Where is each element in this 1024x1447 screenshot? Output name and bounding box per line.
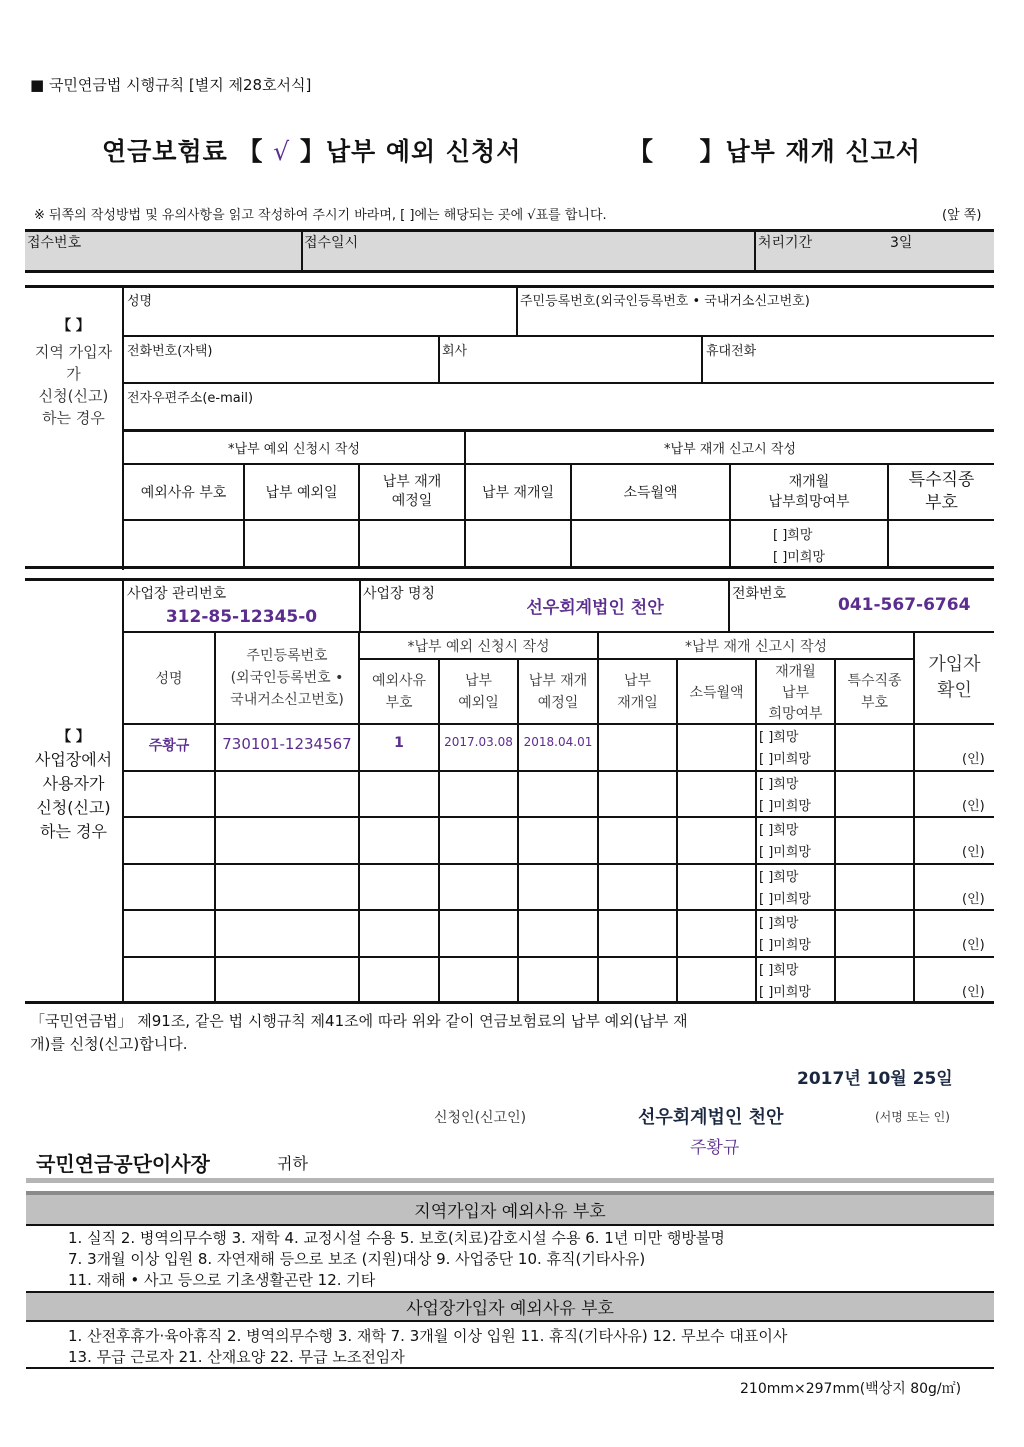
wp-col-exception-date: 납부 예외일: [458, 672, 499, 711]
email-label: 전자우편주소(e-mail): [127, 391, 254, 406]
company-phone-field[interactable]: [440, 358, 701, 382]
cell-rrn[interactable]: [216, 818, 358, 862]
receipt-bar: [25, 229, 994, 272]
processing-period-label: 처리기간: [758, 235, 813, 251]
workplace-side-label-4: 하는 경우: [40, 821, 107, 841]
page-side-label: (앞 쪽): [942, 208, 982, 223]
declaration-line-1: 「국민연금법」 제91조, 같은 법 시행규칙 제41조에 따라 위와 같이 연금보험료의 납부 예외(납부 재: [30, 1012, 688, 1030]
cell-special[interactable]: [836, 772, 913, 816]
cell-reason[interactable]: [360, 865, 438, 909]
cell-exc-date[interactable]: [440, 865, 517, 909]
workplace-name-label: 사업장 명칭: [363, 586, 436, 602]
cell-name[interactable]: [124, 865, 214, 909]
cell-reason[interactable]: 1: [394, 735, 404, 751]
cell-income[interactable]: [678, 818, 755, 862]
cell-income[interactable]: [678, 772, 755, 816]
hope-option[interactable]: [ ]희망: [759, 777, 799, 792]
bracket-open[interactable]: 【: [628, 137, 655, 166]
cell-special[interactable]: [836, 818, 913, 862]
regional-special-field[interactable]: [889, 521, 994, 566]
regional-checkbox[interactable]: 【 】: [57, 318, 90, 334]
hope-option[interactable]: [ ]희망: [759, 963, 799, 978]
cell-income[interactable]: [678, 865, 755, 909]
cell-plan-date[interactable]: [519, 958, 597, 1002]
applicant-name[interactable]: 주황규: [690, 1138, 740, 1158]
workplace-side-label-3: 신청(신고): [36, 797, 111, 817]
divider: [26, 1178, 994, 1183]
regional-side-label-2: 가: [66, 364, 81, 383]
receipt-datetime-label: 접수일시: [304, 235, 359, 251]
cell-reason[interactable]: [360, 958, 438, 1002]
hope-option[interactable]: [ ]희망: [759, 823, 799, 838]
applicant-label: 신청인(신고인): [434, 1110, 527, 1126]
wp-col-payment-hope: 재개월 납부 희망여부: [768, 664, 823, 722]
signature-label: (서명 또는 인): [875, 1110, 950, 1124]
cell-special[interactable]: [836, 865, 913, 909]
cell-exc-date[interactable]: [440, 772, 517, 816]
title-exception-text: 납부 예외 신청서: [325, 137, 522, 166]
cell-resume-date[interactable]: [599, 911, 676, 955]
cell-exc-date[interactable]: [440, 911, 517, 955]
cell-plan-date[interactable]: [519, 865, 597, 909]
bracket-close: 】: [299, 137, 326, 166]
workplace-phone-value[interactable]: 041-567-6764: [838, 595, 971, 615]
mobile-phone-field[interactable]: [703, 358, 994, 382]
wp-resume-group-header: *납부 재개 신고시 작성: [684, 638, 828, 655]
form-title-exception: [102, 132, 521, 168]
cell-plan-date[interactable]: [519, 772, 597, 816]
regional-rrn-label: 주민등록번호(외국인등록번호 • 국내거소신고번호): [520, 294, 810, 309]
hope-option[interactable]: [ ]희망: [759, 730, 799, 745]
regional-side-label-4: 하는 경우: [42, 408, 105, 427]
cell-exc-date[interactable]: 2017.03.08: [444, 735, 513, 749]
workplace-codes-line-1: 1. 산전후휴가·육아휴직 2. 병역의무수행 3. 재학 7. 3개월 이상 입원 11. 휴직(기타사유) 12. 무보수 대표이사: [68, 1327, 788, 1345]
regional-reason-code-field[interactable]: [124, 521, 243, 566]
form-title-resume: [628, 132, 921, 168]
cell-rrn[interactable]: 730101-1234567: [222, 735, 352, 753]
home-phone-label: 전화번호(자택): [127, 344, 213, 359]
workplace-codes-line-2: 13. 무급 근로자 21. 산재요양 22. 무급 노조전임자: [68, 1348, 405, 1366]
mobile-phone-label: 휴대전화: [706, 344, 757, 359]
no-hope-option[interactable]: [ ]미희망: [759, 892, 811, 907]
regional-codes-line-1: 1. 실직 2. 병역의무수행 3. 재학 4. 교정시설 수용 5. 보호(치료)감호시설 수용 6. 1년 미만 행방불명: [68, 1229, 725, 1247]
seal-field[interactable]: (인): [962, 845, 985, 860]
regional-resume-group-header: *납부 재개 신고시 작성: [664, 442, 796, 457]
cell-plan-date[interactable]: 2018.04.01: [523, 735, 593, 749]
workplace-name-value[interactable]: 선우회계법인 천안: [526, 597, 664, 618]
title-resume-text: 납부 재개 신고서: [725, 137, 921, 166]
cell-resume-date[interactable]: [599, 772, 676, 816]
cell-reason[interactable]: [360, 818, 438, 862]
processing-period-value: 3일: [890, 235, 913, 251]
wp-col-income: 소득월액: [689, 684, 744, 701]
seal-field[interactable]: (인): [962, 938, 985, 953]
regional-name-label: 성명: [127, 294, 153, 309]
regional-exception-date-field[interactable]: [245, 521, 358, 566]
bracket-open: 【: [237, 137, 264, 166]
workplace-side-label-1: 사업장에서: [34, 749, 113, 769]
mgmt-number-value[interactable]: 312-85-12345-0: [165, 607, 318, 627]
cell-resume-date[interactable]: [599, 818, 676, 862]
cell-special[interactable]: [836, 958, 913, 1002]
workplace-checkbox[interactable]: 【 】: [57, 729, 90, 745]
no-hope-option[interactable]: [ ]미희망: [759, 752, 811, 767]
col-resume-date: 납부 재개일: [481, 485, 555, 501]
cell-plan-date[interactable]: [519, 911, 597, 955]
cell-income[interactable]: [678, 958, 755, 1002]
home-phone-field[interactable]: [124, 358, 438, 382]
cell-exc-date[interactable]: [440, 958, 517, 1002]
wp-col-member-confirm: 가입자 확인: [928, 654, 981, 701]
regional-side-label-1: 지역 가입자: [34, 342, 113, 361]
regional-income-field[interactable]: [572, 521, 729, 566]
cell-name[interactable]: [124, 818, 214, 862]
paper-size-note: 210mm×297mm(백상지 80g/㎡): [740, 1381, 962, 1397]
wp-col-resume-date: 납부 재개일: [617, 672, 658, 711]
cell-resume-date[interactable]: [599, 958, 676, 1002]
wp-col-name: 성명: [155, 671, 183, 687]
recipient-suffix: 귀하: [277, 1154, 308, 1173]
regional-rrn-field[interactable]: [518, 308, 994, 334]
regional-name-field[interactable]: [124, 308, 516, 334]
cell-rrn[interactable]: [216, 865, 358, 909]
regional-side-label-3: 신청(신고): [38, 386, 109, 405]
title-prefix: 연금보험료: [102, 137, 228, 166]
cell-plan-date[interactable]: [519, 818, 597, 862]
wp-col-rrn: 주민등록번호 (외국인등록번호 • 국내거소신고번호): [230, 648, 344, 708]
col-special-occupation: 특수직종 부호: [908, 470, 975, 513]
cell-income[interactable]: [678, 911, 755, 955]
regional-exception-group-header: *납부 예외 신청시 작성: [228, 442, 360, 457]
no-hope-option[interactable]: [ ]미희망: [759, 845, 811, 860]
cell-name[interactable]: [124, 772, 214, 816]
regional-no-hope-option[interactable]: [ ]미희망: [773, 550, 825, 565]
cell-name[interactable]: [124, 958, 214, 1002]
seal-field[interactable]: (인): [962, 985, 985, 1000]
company-phone-label: 회사: [442, 344, 468, 359]
regional-codes-line-3: 11. 재해 • 사고 등으로 기초생활곤란 12. 기타: [68, 1271, 376, 1289]
col-reason-code: 예외사유 부호: [140, 485, 227, 501]
col-exception-date: 납부 예외일: [265, 485, 338, 501]
cell-name[interactable]: [124, 911, 214, 955]
bracket-close: 】: [699, 137, 726, 166]
regional-codes-line-2: 7. 3개월 이상 입원 8. 자연재해 등으로 보조 (지원)대상 9. 사업중단 10. 휴직(기타사유): [68, 1250, 646, 1268]
wp-col-planned-resume: 납부 재개 예정일: [528, 672, 588, 711]
cell-rrn[interactable]: [216, 958, 358, 1002]
workplace-side-label-2: 사용자가: [42, 773, 105, 793]
wp-col-special: 특수직종 부호: [847, 672, 902, 711]
col-payment-hope: 재개월 납부희망여부: [768, 474, 850, 510]
regional-resume-date-field[interactable]: [466, 521, 570, 566]
declaration-line-2: 개)를 신청(신고)합니다.: [30, 1035, 188, 1053]
receipt-number-label: 접수번호: [27, 235, 82, 251]
regional-codes-title: 지역가입자 예외사유 부호: [414, 1202, 606, 1222]
cell-special[interactable]: [836, 725, 913, 769]
wp-col-reason: 예외사유 부호: [371, 672, 427, 711]
regional-hope-option[interactable]: [ ]희망: [773, 528, 813, 543]
cell-name[interactable]: 주황규: [148, 738, 190, 754]
cell-reason[interactable]: [360, 772, 438, 816]
seal-field[interactable]: (인): [962, 892, 985, 907]
workplace-codes-title: 사업장가입자 예외사유 부호: [406, 1299, 614, 1319]
cell-reason[interactable]: [360, 911, 438, 955]
exception-checkbox[interactable]: √: [273, 137, 291, 166]
email-field[interactable]: [124, 405, 994, 429]
seal-field[interactable]: (인): [962, 799, 985, 814]
cell-exc-date[interactable]: [440, 818, 517, 862]
form-reference: ■ 국민연금법 시행규칙 [별지 제28호서식]: [30, 76, 312, 94]
cell-resume-date[interactable]: [599, 865, 676, 909]
regional-planned-resume-field[interactable]: [360, 521, 464, 566]
application-date[interactable]: 2017년 10월 25일: [797, 1069, 953, 1089]
mgmt-number-label: 사업장 관리번호: [127, 586, 227, 602]
hope-option[interactable]: [ ]희망: [759, 870, 799, 885]
wp-exception-group-header: *납부 예외 신청시 작성: [407, 638, 550, 655]
recipient: 국민연금공단이사장: [36, 1152, 210, 1176]
cell-rrn[interactable]: [216, 772, 358, 816]
col-monthly-income: 소득월액: [623, 485, 678, 501]
col-planned-resume-date: 납부 재개 예정일: [382, 474, 442, 509]
cell-income[interactable]: [678, 725, 755, 769]
no-hope-option[interactable]: [ ]미희망: [759, 938, 811, 953]
instruction-text: ※ 뒤쪽의 작성방법 및 유의사항을 읽고 작성하여 주시기 바라며, [ ]에는 해당되는 곳에 √표를 합니다.: [34, 208, 607, 223]
workplace-phone-label: 전화번호: [732, 586, 787, 602]
applicant-company[interactable]: 선우회계법인 천안: [638, 1107, 784, 1128]
hope-option[interactable]: [ ]희망: [759, 916, 799, 931]
no-hope-option[interactable]: [ ]미희망: [759, 985, 811, 1000]
cell-rrn[interactable]: [216, 911, 358, 955]
cell-special[interactable]: [836, 911, 913, 955]
no-hope-option[interactable]: [ ]미희망: [759, 799, 811, 814]
seal-field[interactable]: (인): [962, 752, 985, 767]
cell-resume-date[interactable]: [599, 725, 676, 769]
